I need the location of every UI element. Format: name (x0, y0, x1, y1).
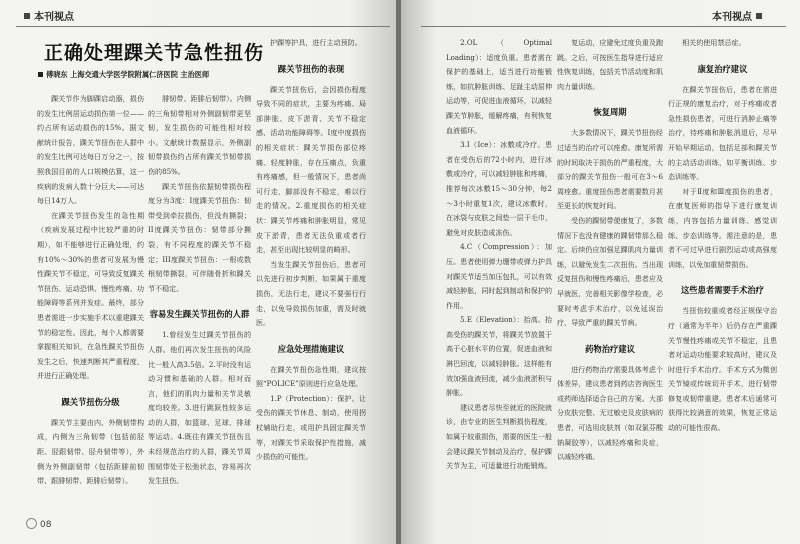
header-rule-left (16, 26, 390, 27)
paragraph: 在踝关节扭伤急性期，建议按照“POLICE”原则进行应急处理。 (256, 364, 366, 389)
paragraph: 1.曾经发生过踝关节扭伤的人群。他们再次发生扭伤的风险比一般人高3.5倍。2.平时没有运动习惯和基础的人群。相对而言，他们的肌肉力量和关节灵敏度均较差。3.进行跳跃性较多运动的人群，如篮球、足球、排球等运动。4.既往有踝关节扭伤且未经规范治疗的人群，踝关节周围韧带处于松弛状态，容易再次发生扭伤。 (148, 330, 251, 486)
paragraph: 5.E（Elevation）：抬高。抬高受伤的踝关节，将踝关节放置于高于心脏水平的位置，促进血液和淋巴回流，以减轻肿胀。这样能有效加强血液回流，减少血液淤积与肿胀。 (446, 315, 552, 398)
section-heading: 踝关节扭伤分级 (61, 396, 120, 407)
header-square-icon (24, 13, 30, 19)
paragraph: 踝关节扭伤后，会因损伤程度导致不同的症状，主要为疼痛、局部肿胀、皮下淤青、关节不稳定感、活动功能障碍等。I度中度损伤的相关症状：踝关节损伤部位疼痛、轻度肿胀，存在压痛点，负重有疼痛感，但一般情况下，患者尚可行走，脚部没有不稳定，难以行走的情况。2.重度损伤的相关症状：踝关节疼痛和肿胀明显，常见皮下淤青，患者无法负重或者行走，甚至出现比较明显的畸形。 (256, 84, 366, 255)
paragraph: 进行药物治疗需要具体考虑个体差异，建议患者到药店咨询医生或药师选择适合自己的方案。大部分皮肤完整、无过敏史及皮肤病的患者，可选用皮肤剂（如双氯芬酸钠凝胶等），以减轻疼痛和炎症，以减轻疼痛。 (557, 364, 663, 462)
section-header-left: 本刊视点 (20, 8, 74, 23)
left-col-2 (148, 92, 251, 512)
paragraph: 护踝等护具，进行主动预防。 (270, 38, 362, 47)
paragraph: 3.I（Ice）：冰敷或冷疗。患者在受伤后的72小时内，进行冰敷或冷疗，可以减轻肿胀和疼痛，推荐每次冰敷15～30分钟，每2～3小时重复1次，建议冰敷时，在冰袋与皮肤之间垫一层干毛巾，避免对皮肤造成冻伤。 (446, 140, 552, 237)
paragraph: 当发生踝关节扭伤后，患者可以先进行初步判断，如果属于重度损伤，无法行走，建议不要强行行走，以免导致损伤加重，需及时就医。 (256, 259, 366, 328)
left-col-1 (37, 92, 144, 512)
page-number: 08 (26, 518, 51, 530)
section-heading: 康复治疗建议 (697, 63, 748, 74)
article-title: 正确处理踝关节急性扭伤 (44, 42, 265, 64)
page-number-circle-icon (26, 518, 37, 529)
paragraph: 受伤的踝韧带便康复了，多数情况下也没有健康的踝韧带那么稳定。后续仍应加强足踝肌肉力量训练，以避免发生二次扭伤。当出现反复扭伤和慢性疼痛后，患者应及早就医，完善相关影像学检查，必要时考虑手术治疗，以免延误治疗，导致严重的踝关节病。 (557, 215, 663, 328)
paragraph: 在踝关节扭伤后，患者在需进行正规的康复治疗，对于疼痛或者急性损伤患者，可进行消肿止痛等治疗，待疼痛和肿胀消退后，尽早开始早期运动，包括足部和踝关节的主动活动训练，如平衡训练、步态训练等。 (668, 84, 777, 182)
paragraph: 踝关节作为脚踝启动器，损伤的发生比例居运动损伤第一位——约占所有运动损伤的15%。据文献统计报告，踝关节扭伤在人群中的发生比例可达每日万分之一，按照我国目前的人口规模估算，这一疾病的发病人数十分巨大——可达每日14万人。 (37, 94, 144, 206)
paragraph: 建议患者尽快至就近的医院就诊，由专业的医生判断损伤程度，如属于较重损伤，需要的医生一般会建议踝关节制动及治疗，保护踝关节为主，可适量进行功能锻炼。 (446, 402, 552, 471)
byline: 傅晓东 上海交通大学医学院附属仁济医院 主治医师 (38, 70, 209, 80)
header-rule-right (421, 26, 786, 27)
section-heading: 药物治疗建议 (585, 343, 635, 354)
right-page (401, 0, 800, 544)
section-heading: 应急处理措施建议 (277, 343, 345, 354)
section-heading: 恢复周期 (593, 107, 627, 118)
paragraph: 相关的使用禁忌症。 (682, 38, 746, 47)
section-heading: 容易发生踝关节扭伤的人群 (149, 309, 250, 320)
paragraph: 对于Ⅱ度和Ⅲ度损伤的患者，在康复医师的指导下进行康复训练，内容包括力量训练、感觉训练、步态训练等。需注意的是，患者不可过早进行剧烈运动或高强度训练，以免加重韧带损伤。 (668, 186, 777, 269)
section-heading: 踝关节扭伤的表现 (277, 63, 345, 74)
paragraph: 踝关节主要由内、外侧韧带构成，内侧为三角韧带（包括前胫距、胫跟韧带、胫舟韧带等），外侧为外侧副韧带（包括距腓前韧带、跟腓韧带、距腓后韧带）。 (37, 417, 144, 486)
right-col-1 (446, 36, 552, 512)
paragraph: 1.P（Protection）：保护。让受伤的踝关节休息、制动，使用拐杖辅助行走，或用护具固定踝关节等，对踝关节采取保护性措施，减少损伤的可能性。 (256, 393, 366, 462)
paragraph: 大多数情况下，踝关节扭伤经过适当的治疗可以痊愈。康复所需的时间取决于损伤的严重程度，大部分的踝关节扭伤一般可在3～6周痊愈。重度扭伤患者需要数月甚至更长的恢复时间。 (557, 128, 663, 211)
right-col-2 (557, 36, 663, 512)
paragraph: 4.C（Compression）：加压。患者使用弹力绷带或弹力护具对踝关节适当加压包扎，可以有效减轻肿胀，同时起到制动和保护的作用。 (446, 242, 552, 310)
paragraph: 踝关节扭伤依据韧带损伤程度分为3度：I度踝关节扭伤：韧带受到牵拉损伤，但没有撕裂；II度踝关节扭伤：韧带部分撕裂，有不同程度的踝关节不稳定；III度踝关节扭伤：一根或数根韧带撕裂，可伴随骨折和踝关节不稳定。 (148, 181, 251, 293)
right-col-3 (668, 36, 777, 512)
left-col-3 (256, 36, 366, 512)
byline-square-icon (38, 72, 43, 77)
paragraph: 当扭伤较重或者经正规保守治疗（通常为半年）后仍存在严重踝关节慢性疼痛或关节不稳定，且患者对运动功能要求较高时，建议及时进行手术治疗。手术方式为微创关节镜或传统切开手术，进行韧带修复或韧带重建。患者术后通常可获得比较满意的效果，恢复正常运动的可能性很高。 (668, 306, 777, 433)
header-square-icon (756, 13, 762, 19)
paragraph: 2.OL（Optimal Loading）：适度负重。患者需在保护的基础上，适当进行功能锻炼，如抗肿胀训练、足趾主动屈伸运动等，可促进血液循环，以减轻踝关节肿胀，缓解疼痛，有利恢复血液循环。 (446, 38, 552, 135)
paragraph: 复运动，应避免过度负重及跑跳。之后，可按医生指导进行适应性恢复训练，包括关节活动度和肌肉力量训练。 (557, 38, 663, 91)
section-heading: 这些患者需要手术治疗 (681, 285, 764, 296)
paragraph: 在踝关节扭伤发生的急性期（疾病发展过程中比较严重的时期），如不能够进行正确处理，约有10%～30%的患者可发展为慢性踝关节不稳定，可导致反复踝关节扭伤、运动恐惧、慢性疼痛、功能障碍等系列并发症。最终，部分患者需进一步实施手术以重建踝关节的稳定性。因此，每个人都需要掌握相关知识，在急性踝关节扭伤发生之后，快速判断其严重程度，并进行正确处理。 (37, 210, 144, 381)
left-page (0, 0, 396, 544)
paragraph: 腓韧带、距腓后韧带）。内侧的三角韧带相对外侧副韧带更坚韧，发生损伤的可能性相对较小。文献统计数据显示，外侧副韧带损伤约占所有踝关节韧带损伤的85%。 (148, 94, 251, 176)
section-header-right: 本刊视点 (712, 8, 766, 23)
